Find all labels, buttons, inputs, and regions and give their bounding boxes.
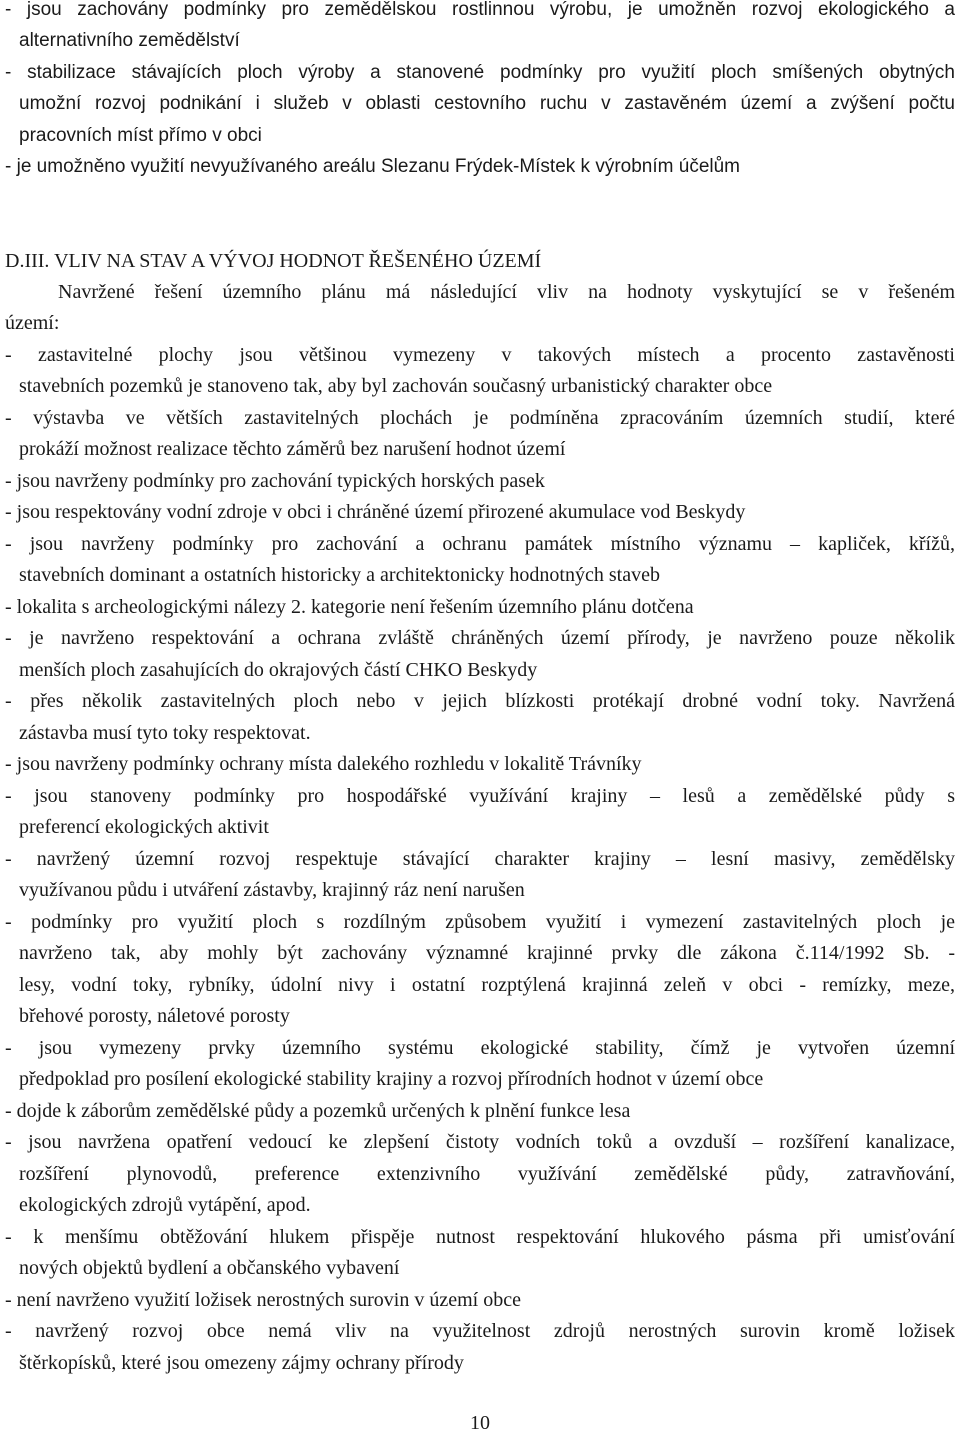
list-item: - jsou navržena opatření vedoucí ke zlepšení čistoty vodních toků a ovzduší – rozšíření kanalizace, [5,1131,955,1153]
list-item: - není navrženo využití ložisek nerostných surovin v území obce [5,1289,521,1311]
page-number: 10 [470,1412,490,1434]
list-item-continuation: menších ploch zasahujících do okrajových částí CHKO Beskydy [19,659,538,681]
list-item-continuation: stavebních pozemků je stanoveno tak, aby byl zachován současný urbanistický charakter obce [19,375,773,397]
text-line: umožní rozvoj podnikání i služeb v oblasti cestovního ruchu v zastavěném území a zvýšení počtu [19,93,955,114]
list-item-continuation: preferencí ekologických aktivit [19,816,269,838]
list-item: - jsou respektovány vodní zdroje v obci i chráněné území přirozené akumulace vod Beskydy [5,501,746,523]
list-item: - je navrženo respektování a ochrana zvláště chráněných území přírody, je navrženo pouze několik [5,627,955,649]
list-item: - přes několik zastavitelných ploch nebo v jejich blízkosti protékají drobné vodní toky. Navržená [5,690,955,712]
list-item-continuation: navrženo tak, aby mohly být zachovány významné krajinné prvky dle zákona č.114/1992 Sb. - [19,942,955,964]
list-item-continuation: břehové porosty, náletové porosty [19,1005,290,1027]
list-item-continuation: předpoklad pro posílení ekologické stability krajiny a rozvoj přírodních hodnot v území obce [19,1068,764,1090]
section-heading: D.III. VLIV NA STAV A VÝVOJ HODNOT ŘEŠENÉHO ÚZEMÍ [5,250,542,272]
text-line: - je umožněno využití nevyužívaného areálu Slezanu Frýdek-Místek k výrobním účelům [5,156,740,177]
list-item: - lokalita s archeologickými nálezy 2. kategorie není řešením územního plánu dotčena [5,596,694,618]
list-item: - podmínky pro využití ploch s rozdílným způsobem využití i vymezení zastavitelných ploch je [5,911,955,933]
list-item-continuation: prokáží možnost realizace těchto záměrů bez narušení hodnot území [19,438,566,460]
list-item-continuation: stavebních dominant a ostatních historicky a architektonicky hodnotných staveb [19,564,660,586]
list-item: - jsou navrženy podmínky pro zachování typických horských pasek [5,470,545,492]
list-item-continuation: ekologických zdrojů vytápění, apod. [19,1194,311,1216]
list-item: - jsou navrženy podmínky pro zachování a ochranu památek místního významu – kapliček, křížů, [5,533,955,555]
list-item: - jsou stanoveny podmínky pro hospodářské využívání krajiny – lesů a zemědělské půdy s [5,785,955,807]
list-item-continuation: štěrkopísků, které jsou omezeny zájmy ochrany přírody [19,1352,464,1374]
list-item: - jsou navrženy podmínky ochrany místa dalekého rozhledu v lokalitě Trávníky [5,753,642,775]
list-item: - výstavba ve větších zastavitelných plochách je podmíněna zpracováním územních studií, které [5,407,955,429]
text-line: - stabilizace stávajících ploch výroby a stanovené podmínky pro využití ploch smíšených obytných [5,62,955,83]
list-item: - k menšímu obtěžování hlukem přispěje nutnost respektování hlukového pásma při umisťování [5,1226,955,1248]
paragraph-line: území: [5,312,60,334]
list-item: - dojde k záborům zemědělské půdy a pozemků určených k plnění funkce lesa [5,1100,631,1122]
list-item-continuation: nových objektů bydlení a občanského vybavení [19,1257,400,1279]
text-line: pracovních míst přímo v obci [19,125,262,146]
list-item-continuation: rozšíření plynovodů, preference extenzivního využívání zemědělské půdy, zatravňování, [19,1163,955,1185]
text-line: alternativního zemědělství [19,30,240,51]
list-item: - navržený územní rozvoj respektuje stávající charakter krajiny – lesní masivy, zemědělsky [5,848,955,870]
list-item-continuation: využívanou půdu i utváření zástavby, krajinný ráz není narušen [19,879,525,901]
list-item: - jsou vymezeny prvky územního systému ekologické stability, čímž je vytvořen územní [5,1037,955,1059]
list-item-continuation: zástavba musí tyto toky respektovat. [19,722,311,744]
list-item: - zastavitelné plochy jsou většinou vymezeny v takových místech a procento zastavěnosti [5,344,955,366]
paragraph-line: Navržené řešení územního plánu má následující vliv na hodnoty vyskytující se v řešeném [58,281,955,303]
list-item-continuation: lesy, vodní toky, rybníky, údolní nivy i ostatní rozptýlená krajinná zeleň v obci - remízky, meze, [19,974,955,996]
list-item: - navržený rozvoj obce nemá vliv na využitelnost zdrojů nerostných surovin kromě ložisek [5,1320,955,1342]
text-line: - jsou zachovány podmínky pro zemědělskou rostlinnou výrobu, je umožněn rozvoj ekologického a [5,0,955,20]
